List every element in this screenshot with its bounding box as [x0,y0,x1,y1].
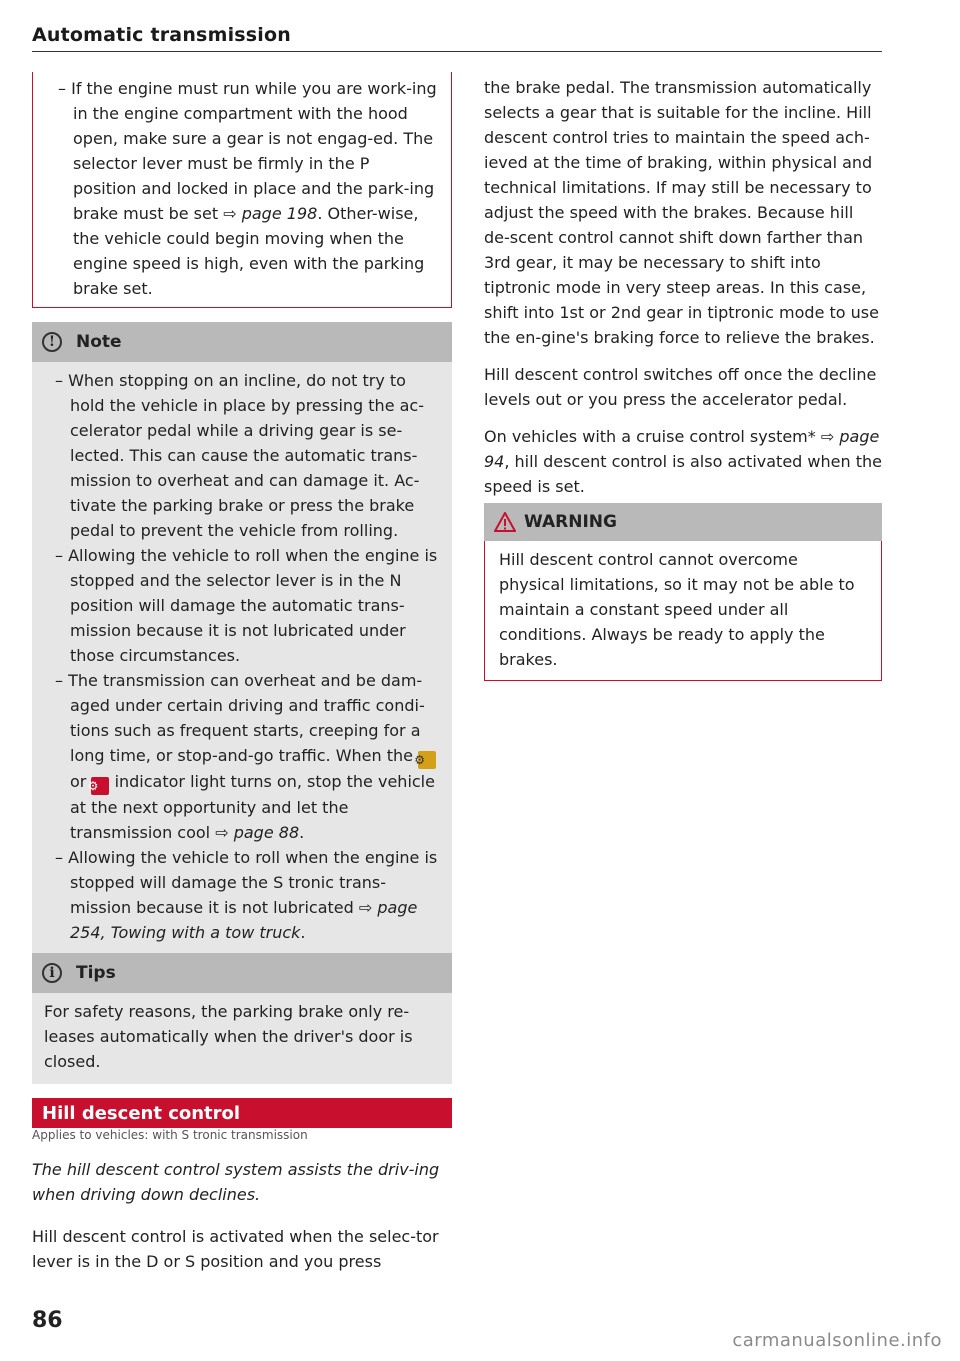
tips-body [32,993,452,1084]
warning-box [484,503,882,681]
tips-box [32,953,452,1084]
note-body [32,362,452,955]
page-header-title: Automatic transmission [32,24,291,46]
warning-heading [484,503,882,541]
note-heading-label: Note [76,332,122,352]
right-paragraph-2: Hill descent control switches off once the decline levels out or you press the accelerator pedal. [484,365,877,409]
transmission-warning-red-icon: ⚙ [91,777,109,795]
right-paragraph-1: the brake pedal. The transmission automatically selects a gear that is suitable for the incline. Hill descent control tries to maintain the speed ach-ieved at the time of braking, within physical and technical limitations. If may still be necessary to adjust the speed with the brakes. Because hill de-scent control cannot shift down farther than 3rd gear, it may be necessary to shift into tiptronic mode in very steep areas. In this case, shift into 1st or 2nd gear in tiptronic mode to use the en-gine's braking force to relieve the brakes. [484,78,879,347]
page-number: 86 [32,1308,63,1333]
warning-heading-label: WARNING [524,512,617,532]
note-item: – When stopping on an incline, do not try to hold the vehicle in place by pressing the ac-celerator pedal while a driving gear is se-lected. This can cause the automatic trans-mission to overheat and can damage it. Ac-tivate the parking brake or press the brake pedal to prevent the vehicle from rolling. [44,368,440,543]
section-body: Hill descent control is activated when the selec-tor lever is in the D or S position and you press [32,1227,439,1271]
watermark: carmanualsonline.info [732,1330,942,1351]
note-list [44,368,440,945]
note-heading [32,322,452,362]
header-rule [32,51,882,52]
page-ref-link[interactable]: ⇨ page 254, Towing with a tow truck [70,898,418,942]
warning-item: – If the engine must run while you are work-ing in the engine compartment with the hood open, make sure a gear is not engag-ed. The selector lever must be firmly in the P position and locked in place and the park-ing brake must be set ⇨ page 198. Other-wise, the vehicle could begin moving when the engine speed is high, even with the parking brake set. [47,76,437,301]
section-title: Hill descent control [32,1098,452,1128]
tips-heading [32,953,452,993]
section-intro: The hill descent control system assists the driv-ing when driving down declines. [32,1160,440,1204]
note-box [32,322,452,955]
page-ref-link[interactable]: ⇨ page 198 [223,204,318,223]
warning-text: Hill descent control cannot overcome physical limitations, so it may not be able to maintain a constant speed under all conditions. Always be ready to apply the brakes. [499,550,855,669]
note-item: – Allowing the vehicle to roll when the engine is stopped will damage the S tronic trans-mission because it is not lubricated ⇨ page 254, Towing with a tow truck. [44,845,440,945]
tips-heading-label: Tips [76,963,116,983]
page-ref-link[interactable]: ⇨ page 94 [484,427,880,471]
right-paragraph-3: On vehicles with a cruise control system* ⇨ page 94, hill descent control is also activated when the speed is set. [484,427,882,496]
exclamation-circle-icon: ! [42,332,62,352]
warning-triangle-icon [494,512,516,532]
tips-text: For safety reasons, the parking brake only re-leases automatically when the driver's door is closed. [44,1002,413,1071]
info-circle-icon: i [42,963,62,983]
warning-list [47,76,437,301]
note-item: – Allowing the vehicle to roll when the engine is stopped and the selector lever is in the N position will damage the automatic trans-mission because it is not lubricated under those circumstances. [44,543,440,668]
warning-body [484,541,882,681]
page-ref-link[interactable]: ⇨ page 88 [215,823,300,842]
note-item: – The transmission can overheat and be dam-aged under certain driving and traffic condi-tions such as frequent starts, creeping for a long time, or stop-and-go traffic. When the ⚙ or ⚙ indicator light turns on, stop the vehicle at the next opportunity and let the transmission cool ⇨ page 88. [44,668,440,845]
applies-to: Applies to vehicles: with S tronic transmission [32,1128,308,1142]
transmission-warning-yellow-icon: ⚙ [418,751,436,769]
warning-box-continued [32,72,452,308]
